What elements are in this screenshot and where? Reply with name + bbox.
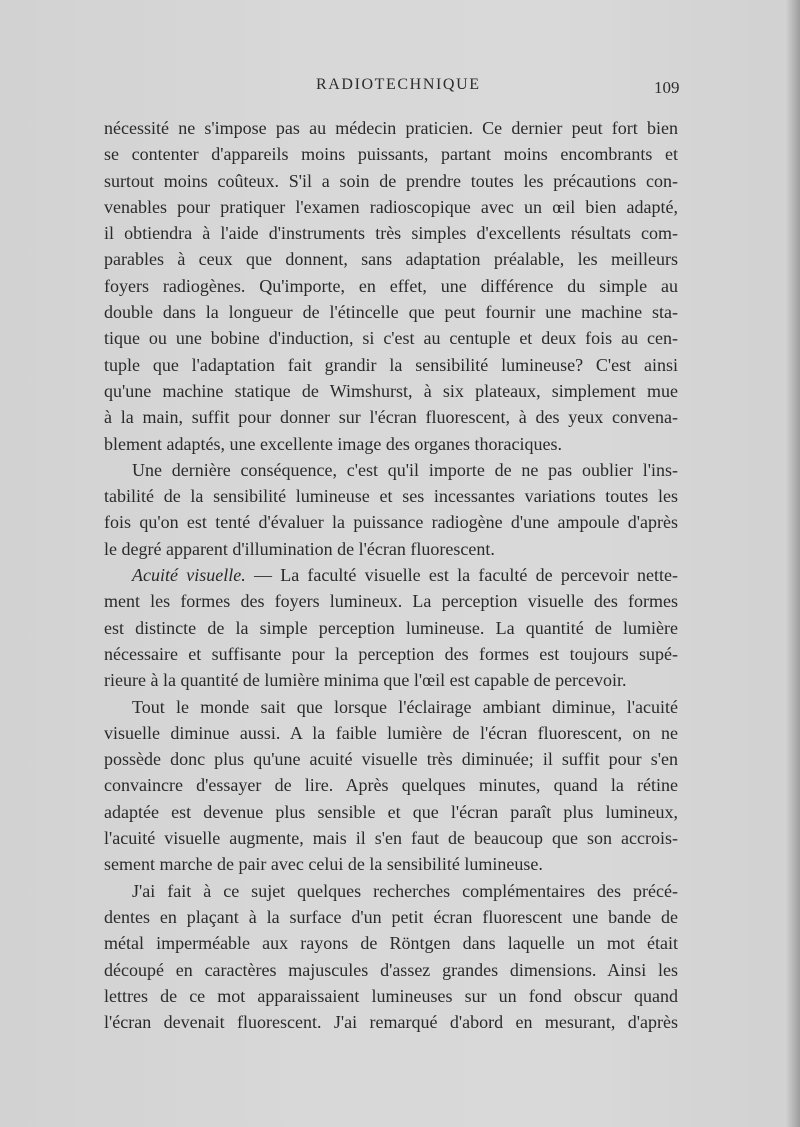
text-line: nécessité ne s'impose pas au médecin praticien. Ce dernier peut fort bien xyxy=(104,118,678,138)
text-line: découpé en caractères majuscules d'assez grandes dimensions. Ainsi les xyxy=(104,959,678,980)
text-line: convaincre d'essayer de lire. Après quelques minutes, quand la rétine xyxy=(104,775,678,796)
text-line: double dans la longueur de l'étincelle que peut fournir une machine sta- xyxy=(104,302,678,323)
text-line: lettres de ce mot apparaissaient lumineuses sur un fond obscur quand xyxy=(104,985,678,1006)
text-line: le degré apparent d'illumination de l'écran fluorescent. xyxy=(104,538,495,559)
text-line: tabilité de la sensibilité lumineuse et ses incessantes variations toutes les xyxy=(104,486,678,507)
text-line: possède donc plus qu'une acuité visuelle très diminuée; il suffit pour s'en xyxy=(104,749,678,770)
text-line: Une dernière conséquence, c'est qu'il importe de ne pas oublier l'ins- xyxy=(132,459,678,480)
page-header xyxy=(0,76,800,102)
text-line: l'écran devenait fluorescent. J'ai remarqué d'abord en mesurant, d'après xyxy=(104,1012,678,1033)
text-line: parables à ceux que donnent, sans adaptation préalable, les meilleurs xyxy=(104,249,678,270)
text-line: métal imperméable aux rayons de Röntgen dans laquelle un mot était xyxy=(104,933,678,954)
text-line: venables pour pratiquer l'examen radioscopique avec un œil bien adapté, xyxy=(104,196,678,217)
text-line: fois qu'on est tenté d'évaluer la puissance radiogène d'une ampoule d'après xyxy=(104,512,678,533)
text-line: à la main, suffit pour donner sur l'écran fluorescent, à des yeux convena- xyxy=(104,407,678,428)
text-line: J'ai fait à ce sujet quelques recherches complémentaires des précé- xyxy=(132,880,678,901)
text-line: rieure à la quantité de lumière minima que l'œil est capable de percevoir. xyxy=(104,670,627,691)
paragraph-5 xyxy=(104,878,678,1036)
text-line: visuelle diminue aussi. A la faible lumière de l'écran fluorescent, on ne xyxy=(104,722,678,743)
text-line: Tout le monde sait que lorsque l'éclairage ambiant diminue, l'acuité xyxy=(132,696,678,717)
paragraph-1 xyxy=(104,115,678,457)
running-title: RADIOTECHNIQUE xyxy=(316,76,481,93)
paragraph-2 xyxy=(104,457,678,562)
text-line: dentes en plaçant à la surface d'un petit écran fluorescent une bande de xyxy=(104,906,678,927)
text-line: tique ou une bobine d'induction, si c'est au centuple et deux fois au cen- xyxy=(104,328,678,349)
text-line: qu'une machine statique de Wimshurst, à six plateaux, simplement mue xyxy=(104,380,678,401)
paragraph-4 xyxy=(104,694,678,878)
paragraph-acuite-visuelle xyxy=(104,562,678,693)
text-line: tuple que l'adaptation fait grandir la sensibilité lumineuse? C'est ainsi xyxy=(104,354,678,375)
text-line: est distincte de la simple perception lumineuse. La quantité de lumière xyxy=(104,617,678,638)
text-line: surtout moins coûteux. S'il a soin de prendre toutes les précautions con- xyxy=(104,170,678,191)
text-line: ment les formes des foyers lumineux. La perception visuelle des formes xyxy=(104,591,678,612)
text-run: — La faculté visuelle est la faculté de percevoir nette- xyxy=(245,565,678,586)
text-line: sement marche de pair avec celui de la sensibilité lumineuse. xyxy=(104,854,543,875)
text-line: il obtiendra à l'aide d'instruments très simples d'excellents résultats com- xyxy=(104,223,678,244)
text-line: l'acuité visuelle augmente, mais il s'en faut de beaucoup que son accrois- xyxy=(104,828,678,849)
body-text xyxy=(104,115,678,1035)
text-line: blement adaptés, une excellente image des organes thoraciques. xyxy=(104,433,562,454)
text-line: adaptée est devenue plus sensible et que l'écran paraît plus lumineux, xyxy=(104,801,678,822)
page-number: 109 xyxy=(654,78,680,97)
text-line: foyers radiogènes. Qu'importe, en effet, une différence du simple au xyxy=(104,275,678,296)
text-line xyxy=(104,562,678,588)
section-heading: Acuité visuelle. xyxy=(132,565,246,586)
page-gutter-shadow xyxy=(786,0,800,1127)
text-line: se contenter d'appareils moins puissants, partant moins encombrants et xyxy=(104,144,678,165)
text-line: nécessaire et suffisante pour la perception des formes est toujours supé- xyxy=(104,643,678,664)
